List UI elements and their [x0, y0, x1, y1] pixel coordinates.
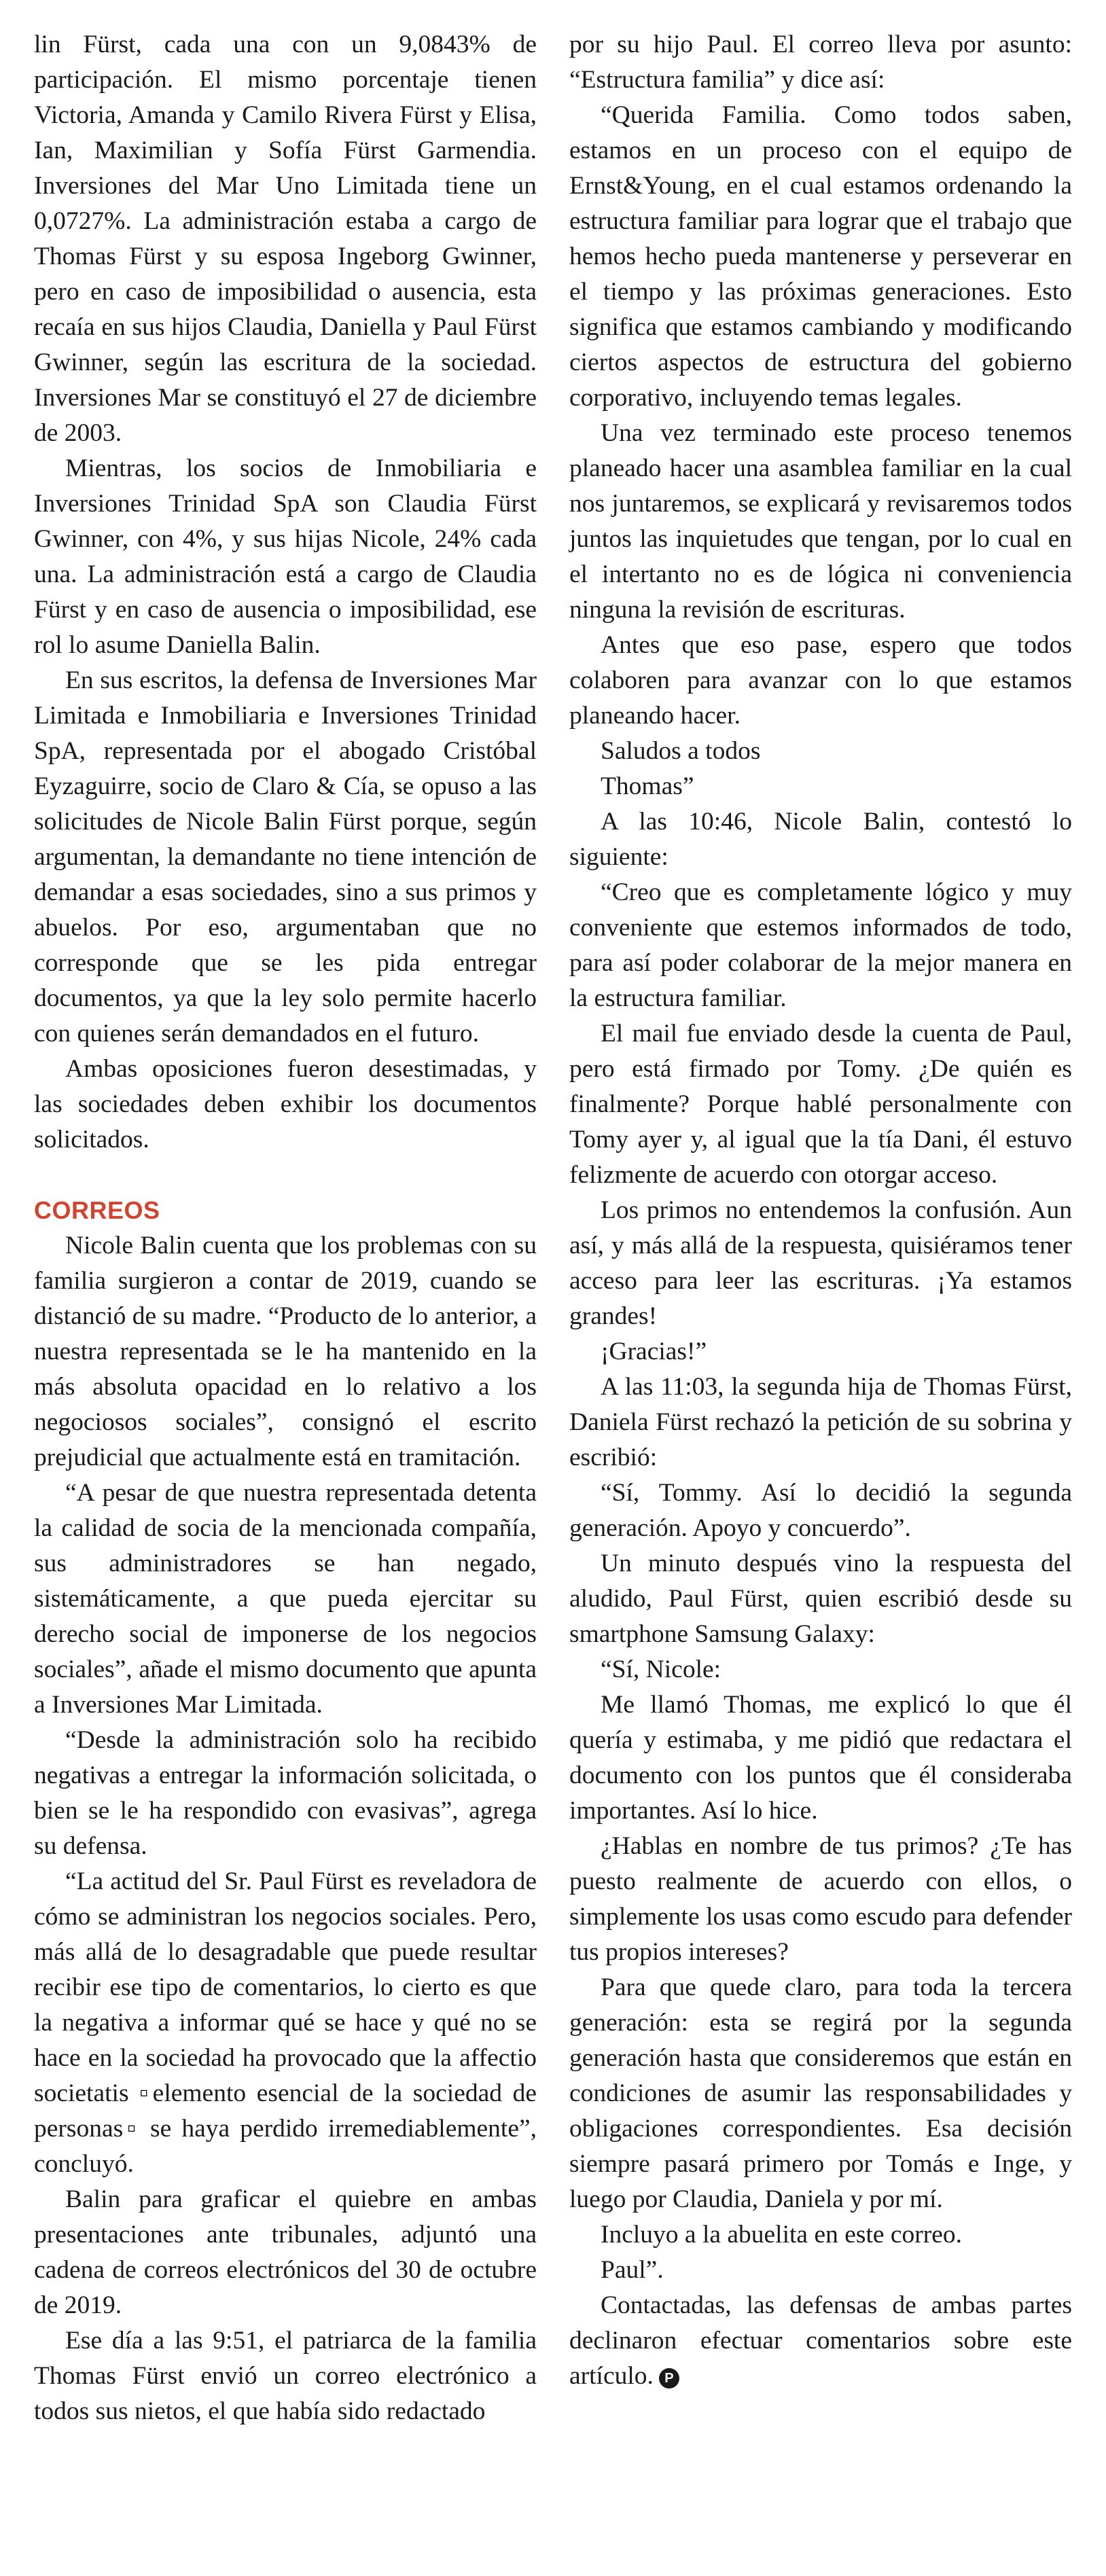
paragraph: “Desde la administración solo ha recibido negativas a entregar la información solicitada, o bien se le ha respondido con evasivas”, agrega su defensa.	[34, 1726, 537, 1860]
paragraph: “Sí, Nicole:	[601, 1656, 721, 1683]
paragraph: Para que quede claro, para toda la tercera generación: esta se regirá por la segunda generación hasta que consideremos que están en condiciones de asumir las responsabilidades y obligaciones correspondientes. Esa decisión siempre pasará primero por Tomás e Inge, y luego por Claudia, Daniela y por mí.	[569, 1973, 1072, 2213]
paragraph: Un minuto después vino la respuesta del aludido, Paul Fürst, quien escribió desde su smartphone Samsung Galaxy:	[569, 1550, 1072, 1648]
paragraph: Ambas oposiciones fueron desestimadas, y las sociedades deben exhibir los documentos solicitados.	[34, 1055, 537, 1153]
paragraph: por su hijo Paul. El correo lleva por asunto: “Estructura familia” y dice así:	[569, 31, 1072, 94]
paragraph: ¿Hablas en nombre de tus primos? ¿Te has puesto realmente de acuerdo con ellos, o simplemente los usas como escudo para defender tus propios intereses?	[569, 1832, 1072, 1966]
paragraph: “Creo que es completamente lógico y muy conveniente que estemos informados de todo, para así poder colaborar de la mejor manera en la estructura familiar.	[569, 878, 1072, 1012]
paragraph: ¡Gracias!”	[601, 1338, 707, 1365]
paragraph: En sus escritos, la defensa de Inversiones Mar Limitada e Inmobiliaria e Inversiones Trinidad SpA, representada por el abogado Cristóbal Eyzaguirre, socio de Claro & Cía, se opuso a las solicitudes de Nicole Balin Fürst porque, según argumentan, la demandante no tiene intención de demandar a esas sociedades, sino a sus primos y abuelos. Por eso, argumentaban que no corresponde que se les pida entregar documentos, ya que la ley solo permite hacerlo con quienes serán demandados en el futuro.	[34, 666, 537, 1048]
paragraph: Una vez terminado este proceso tenemos planeado hacer una asamblea familiar en la cual nos juntaremos, se explicará y revisaremos todos juntos las inquietudes que tengan, por lo cual en el intertanto no es de lógica ni conveniencia ninguna la revisión de escrituras.	[569, 419, 1072, 624]
paragraph: Nicole Balin cuenta que los problemas con su familia surgieron a contar de 2019, cuando se distanció de su madre. “Producto de lo anterior, a nuestra representada se le ha mantenido en la más absoluta opacidad en lo relativo a los negociosos sociales”, consignó el escrito prejudicial que actualmente está en tramitación.	[34, 1232, 537, 1471]
paragraph: Antes que eso pase, espero que todos colaboren para avanzar con lo que estamos planeando hacer.	[569, 631, 1072, 730]
paragraph-final	[569, 2288, 1072, 2394]
paragraph: “Querida Familia. Como todos saben, estamos en un proceso con el equipo de Ernst&Young, en el cual estamos ordenando la estructura familiar para lograr que el trabajo que hemos hecho pueda mantenerse y perseverar en el tiempo y las próximas generaciones. Esto significa que estamos cambiando y modificando ciertos aspectos de estructura del gobierno corporativo, incluyendo temas legales.	[569, 101, 1072, 412]
end-of-article-icon: P	[659, 2368, 679, 2389]
final-text: Contactadas, las defensas de ambas partes declinaron efectuar comentarios sobre este artículo.	[569, 2291, 1072, 2390]
paragraph: Saludos a todos	[601, 737, 761, 765]
paragraph: Ese día a las 9:51, el patriarca de la familia Thomas Fürst envió un correo electrónico a todos sus nietos, el que había sido redactado	[34, 2327, 537, 2425]
paragraph: Balin para graficar el quiebre en ambas presentaciones ante tribunales, adjuntó una cadena de correos electrónicos del 30 de octubre de 2019.	[34, 2185, 537, 2319]
paragraph: A las 10:46, Nicole Balin, contestó lo siguiente:	[569, 808, 1072, 871]
paragraph: Me llamó Thomas, me explicó lo que él quería y estimaba, y me pidió que redactara el documento con los puntos que él consideraba importantes. Así lo hice.	[569, 1691, 1072, 1825]
left-column	[34, 27, 537, 2576]
paragraph: A las 11:03, la segunda hija de Thomas Fürst, Daniela Fürst rechazó la petición de su sobrina y escribió:	[569, 1373, 1072, 1471]
paragraph: El mail fue enviado desde la cuenta de Paul, pero está firmado por Tomy. ¿De quién es finalmente? Porque hablé personalmente con Tomy ayer y, al igual que la tía Dani, él estuvo felizmente de acuerdo con otorgar acceso.	[569, 1020, 1072, 1189]
paragraph: Los primos no entendemos la confusión. Aun así, y más allá de la respuesta, quisiéramos tener acceso para leer las escrituras. ¡Ya estamos grandes!	[569, 1196, 1072, 1330]
paragraph: Incluyo a la abuelita en este correo.	[601, 2221, 963, 2249]
section-heading: CORREOS	[34, 1196, 160, 1224]
paragraph: Mientras, los socios de Inmobiliaria e Inversiones Trinidad SpA son Claudia Fürst Gwinner, con 4%, y sus hijas Nicole, 24% cada una. La administración está a cargo de Claudia Fürst y en caso de ausencia o imposibilidad, ese rol lo asume Daniella Balin.	[34, 454, 537, 659]
paragraph: “A pesar de que nuestra representada detenta la calidad de socia de la mencionada compañía, sus administradores se han negado, sistemáticamente, a que pueda ejercitar su derecho social de imponerse de los negocios sociales”, añade el mismo documento que apunta a Inversiones Mar Limitada.	[34, 1479, 537, 1719]
paragraph: lin Fürst, cada una con un 9,0843% de participación. El mismo porcentaje tienen Victoria, Amanda y Camilo Rivera Fürst y Elisa, Ian, Maximilian y Sofía Fürst Garmendia. Inversiones del Mar Uno Limitada tiene un 0,0727%. La administración estaba a cargo de Thomas Fürst y su esposa Ingeborg Gwinner, pero en caso de imposibilidad o ausencia, esta recaía en sus hijos Claudia, Daniella y Paul Fürst Gwinner, según las escritura de la sociedad. Inversiones Mar se constituyó el 27 de diciembre de 2003.	[34, 31, 537, 447]
paragraph: “Sí, Tommy. Así lo decidió la segunda generación. Apoyo y concuerdo”.	[569, 1479, 1072, 1542]
right-column	[569, 27, 1072, 2576]
paragraph: Thomas”	[601, 772, 694, 800]
paragraph: Paul”.	[601, 2256, 664, 2284]
paragraph: “La actitud del Sr. Paul Fürst es reveladora de cómo se administran los negocios sociales. Pero, más allá de lo desagradable que puede resultar recibir ese tipo de comentarios, lo cierto es que la negativa a informar qué se hace y qué no se hace en la sociedad ha provocado que la affectio societatis ▫elemento esencial de la sociedad de personas▫ se haya perdido irremediablemente”, concluyó.	[34, 1867, 537, 2178]
